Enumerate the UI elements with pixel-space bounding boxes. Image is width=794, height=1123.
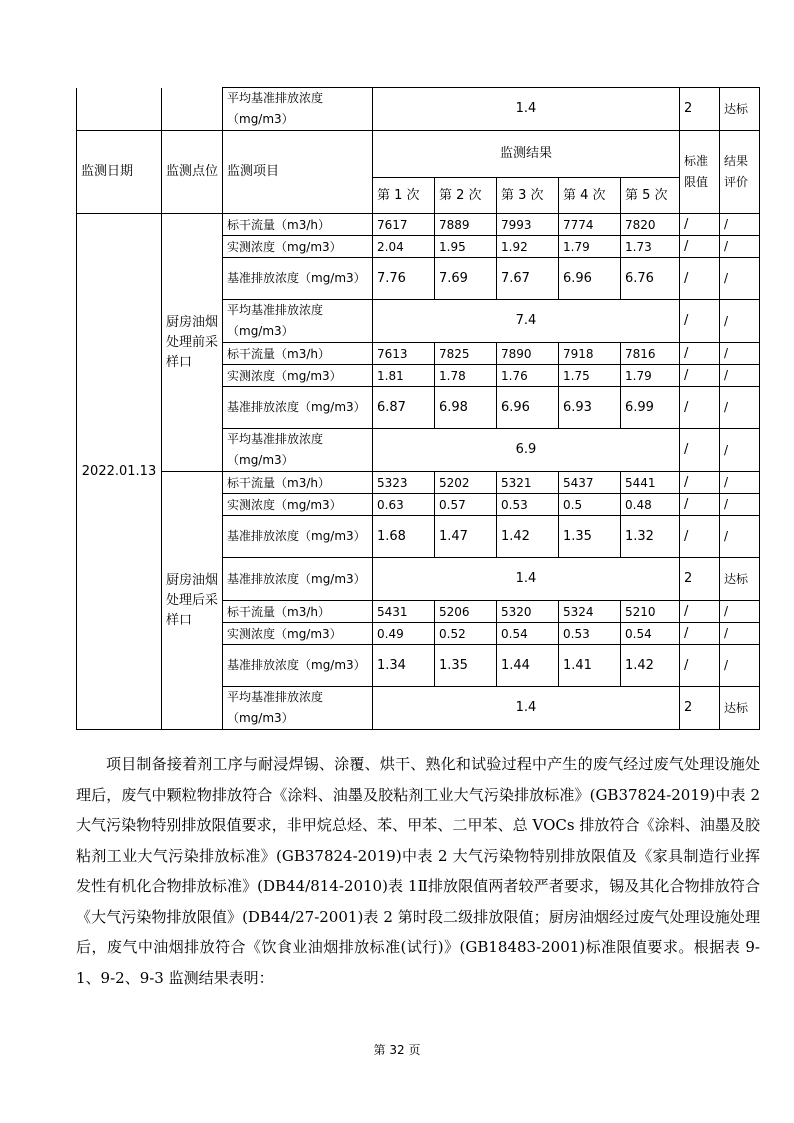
avg-value: 1.4 <box>373 687 680 730</box>
header-point: 监测点位 <box>162 131 223 214</box>
value-cell: 7918 <box>559 343 621 365</box>
value-cell: 1.79 <box>621 365 680 387</box>
item-cell: 标干流量（m3/h） <box>223 601 373 623</box>
value-cell: 5206 <box>435 601 497 623</box>
limit-cell: / <box>680 645 720 687</box>
conclusion-paragraph <box>76 749 760 993</box>
value-cell: 5441 <box>621 472 680 494</box>
item-cell: 平均基准排放浓度（mg/m3） <box>223 429 373 472</box>
monitoring-table <box>76 87 760 730</box>
value-cell: 5437 <box>559 472 621 494</box>
eval-cell: / <box>720 472 760 494</box>
header-results: 监测结果 <box>373 131 680 178</box>
eval-cell: / <box>720 429 760 472</box>
value-cell: 7774 <box>559 214 621 236</box>
header-run-3: 第 3 次 <box>497 178 559 214</box>
value-cell: 0.53 <box>559 623 621 645</box>
item-cell: 实测浓度（mg/m3） <box>223 365 373 387</box>
value-cell: 7820 <box>621 214 680 236</box>
avg-value: 1.4 <box>373 558 680 601</box>
limit-cell: 2 <box>680 88 720 131</box>
limit-cell: / <box>680 429 720 472</box>
eval-cell: / <box>720 494 760 516</box>
value-cell: 6.99 <box>621 387 680 429</box>
header-run-2: 第 2 次 <box>435 178 497 214</box>
value-cell: 5210 <box>621 601 680 623</box>
eval-cell: / <box>720 516 760 558</box>
item-cell: 标干流量（m3/h） <box>223 343 373 365</box>
item-cell: 基准排放浓度（mg/m3） <box>223 516 373 558</box>
value-cell: 1.32 <box>621 516 680 558</box>
header-run-4: 第 4 次 <box>559 178 621 214</box>
item-cell: 平均基准排放浓度（mg/m3） <box>223 300 373 343</box>
value-cell: 1.44 <box>497 645 559 687</box>
value-cell: 1.41 <box>559 645 621 687</box>
item-cell: 平均基准排放浓度（mg/m3） <box>223 88 373 131</box>
item-cell: 实测浓度（mg/m3） <box>223 236 373 258</box>
eval-cell: / <box>720 387 760 429</box>
value-cell: 1.81 <box>373 365 435 387</box>
value-cell: 1.76 <box>497 365 559 387</box>
value-cell: 0.54 <box>497 623 559 645</box>
value-cell: 1.42 <box>497 516 559 558</box>
date-cell: 2022.01.13 <box>77 214 162 730</box>
item-cell: 基准排放浓度（mg/m3） <box>223 645 373 687</box>
value-cell: 7825 <box>435 343 497 365</box>
eval-cell: / <box>720 214 760 236</box>
item-cell: 标干流量（m3/h） <box>223 472 373 494</box>
eval-cell: / <box>720 236 760 258</box>
value-cell: 5320 <box>497 601 559 623</box>
value-cell: 0.57 <box>435 494 497 516</box>
header-eval: 结果评价 <box>720 131 760 214</box>
eval-cell: / <box>720 645 760 687</box>
eval-cell: / <box>720 601 760 623</box>
limit-cell: / <box>680 494 720 516</box>
value-cell: 6.96 <box>559 258 621 300</box>
avg-value: 6.9 <box>373 429 680 472</box>
value-cell: 1.35 <box>435 645 497 687</box>
value-cell: 5323 <box>373 472 435 494</box>
limit-cell: / <box>680 343 720 365</box>
item-cell: 基准排放浓度（mg/m3） <box>223 387 373 429</box>
header-date: 监测日期 <box>77 131 162 214</box>
limit-cell: / <box>680 214 720 236</box>
limit-cell: / <box>680 300 720 343</box>
item-cell: 基准排放浓度（mg/m3） <box>223 258 373 300</box>
value-cell: 5202 <box>435 472 497 494</box>
limit-cell: / <box>680 601 720 623</box>
limit-cell: 2 <box>680 687 720 730</box>
eval-cell: / <box>720 365 760 387</box>
point-cell: 厨房油烟处理后采样口 <box>162 472 223 730</box>
limit-cell: / <box>680 516 720 558</box>
limit-cell: / <box>680 623 720 645</box>
value-cell: 0.63 <box>373 494 435 516</box>
eval-cell: 达标 <box>720 558 760 601</box>
eval-cell: / <box>720 300 760 343</box>
continuation-row <box>77 88 760 131</box>
table-row <box>77 472 760 494</box>
eval-cell: / <box>720 258 760 300</box>
value-cell: 1.47 <box>435 516 497 558</box>
avg-value: 1.4 <box>373 88 680 131</box>
item-cell: 标干流量（m3/h） <box>223 214 373 236</box>
value-cell: 5431 <box>373 601 435 623</box>
eval-cell: 达标 <box>720 687 760 730</box>
value-cell: 0.49 <box>373 623 435 645</box>
value-cell: 7.76 <box>373 258 435 300</box>
page-number: 第 32 页 <box>373 1043 421 1057</box>
value-cell: 7993 <box>497 214 559 236</box>
value-cell: 1.79 <box>559 236 621 258</box>
value-cell: 7617 <box>373 214 435 236</box>
eval-cell: / <box>720 623 760 645</box>
value-cell: 2.04 <box>373 236 435 258</box>
value-cell: 1.92 <box>497 236 559 258</box>
header-row <box>77 131 760 178</box>
eval-cell: 达标 <box>720 88 760 131</box>
limit-cell: / <box>680 472 720 494</box>
value-cell: 7816 <box>621 343 680 365</box>
header-limit: 标准限值 <box>680 131 720 214</box>
value-cell: 1.34 <box>373 645 435 687</box>
value-cell: 7.69 <box>435 258 497 300</box>
value-cell: 6.98 <box>435 387 497 429</box>
value-cell: 0.52 <box>435 623 497 645</box>
value-cell: 5321 <box>497 472 559 494</box>
header-run-5: 第 5 次 <box>621 178 680 214</box>
item-cell: 平均基准排放浓度（mg/m3） <box>223 687 373 730</box>
item-cell: 实测浓度（mg/m3） <box>223 623 373 645</box>
value-cell: 1.75 <box>559 365 621 387</box>
value-cell: 0.54 <box>621 623 680 645</box>
value-cell: 0.48 <box>621 494 680 516</box>
value-cell: 1.68 <box>373 516 435 558</box>
avg-value: 7.4 <box>373 300 680 343</box>
value-cell: 6.93 <box>559 387 621 429</box>
value-cell: 1.78 <box>435 365 497 387</box>
item-cell: 实测浓度（mg/m3） <box>223 494 373 516</box>
item-cell: 基准排放浓度（mg/m3） <box>223 558 373 601</box>
value-cell: 7.67 <box>497 258 559 300</box>
value-cell: 1.42 <box>621 645 680 687</box>
value-cell: 1.95 <box>435 236 497 258</box>
value-cell: 7889 <box>435 214 497 236</box>
value-cell: 6.76 <box>621 258 680 300</box>
value-cell: 0.5 <box>559 494 621 516</box>
header-run-1: 第 1 次 <box>373 178 435 214</box>
point-cell: 厨房油烟处理前采样口 <box>162 214 223 472</box>
header-item: 监测项目 <box>223 131 373 214</box>
eval-cell: / <box>720 343 760 365</box>
value-cell: 1.35 <box>559 516 621 558</box>
table-row <box>77 214 760 236</box>
value-cell: 6.87 <box>373 387 435 429</box>
limit-cell: / <box>680 387 720 429</box>
limit-cell: / <box>680 365 720 387</box>
value-cell: 5324 <box>559 601 621 623</box>
paragraph-text: 项目制备接着剂工序与耐浸焊锡、涂覆、烘干、熟化和试验过程中产生的废气经过废气处理设施处理后，废气中颗粒物排放符合《涂料、油墨及胶粘剂工业大气污染排放标准》(GB37824-2019)中表 2 大气污染物特别排放限值要求，非甲烷总烃、苯、甲苯、二甲苯、总 VOCs 排放符合《涂料、油墨及胶粘剂工业大气污染排放标准》(GB37824-2019)中表 2 大气污染物特别排放限值及《家具制造行业挥发性有机化合物排放标准》(DB44/814-2010)表 1Ⅱ排放限值两者较严者要求，锡及其化合物排放符合《大气污染物排放限值》(DB44/27-2001)表 2 第时段二级排放限值；厨房油烟经过废气处理设施处理后，废气中油烟排放符合《饮食业油烟排放标准(试行)》(GB18483-2001)标准限值要求。根据表 9-1、9-2、9-3 监测结果表明： <box>76 755 760 987</box>
limit-cell: / <box>680 258 720 300</box>
value-cell: 1.73 <box>621 236 680 258</box>
limit-cell: 2 <box>680 558 720 601</box>
limit-cell: / <box>680 236 720 258</box>
value-cell: 6.96 <box>497 387 559 429</box>
value-cell: 0.53 <box>497 494 559 516</box>
value-cell: 7890 <box>497 343 559 365</box>
value-cell: 7613 <box>373 343 435 365</box>
